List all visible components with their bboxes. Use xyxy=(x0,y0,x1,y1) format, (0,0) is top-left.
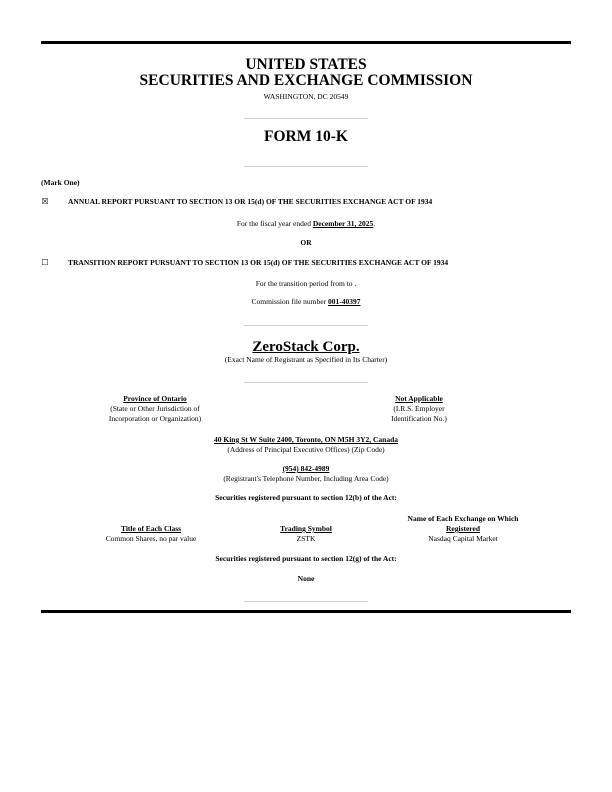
bottom-rule xyxy=(41,610,571,613)
address-line xyxy=(41,435,571,444)
registrant-name-text: ZeroStack Corp. xyxy=(252,339,360,355)
header-city: WASHINGTON, DC 20549 xyxy=(263,92,349,101)
annual-report-checkbox[interactable]: ☒ xyxy=(41,197,49,206)
commission-file-line xyxy=(41,297,571,306)
registrant-name xyxy=(41,338,571,356)
col-header-title-of-class xyxy=(96,524,206,534)
or-separator: OR xyxy=(300,238,312,247)
col-header-title-of-class-text: Title of Each Class xyxy=(120,524,182,533)
fiscal-year-suffix: . xyxy=(373,219,376,228)
fiscal-year-prefix: For the fiscal year ended xyxy=(236,219,313,228)
header-country: UNITED STATES xyxy=(245,56,367,73)
form-title: FORM 10-K xyxy=(264,128,348,145)
col-header-trading-symbol xyxy=(256,524,356,534)
commission-file-prefix: Commission file number xyxy=(251,297,328,306)
trading-symbol-value: ZSTK xyxy=(296,534,316,543)
separator-5 xyxy=(244,601,368,602)
col-header-trading-symbol-text: Trading Symbol xyxy=(280,524,332,533)
address-caption: (Address of Principal Executive Offices) (Zip Code) xyxy=(227,445,385,454)
separator-3 xyxy=(244,325,368,326)
irs-caption-1: (I.R.S. Employer xyxy=(393,404,445,413)
exchange-value: Nasdaq Capital Market xyxy=(428,534,498,543)
section-12g-heading: Securities registered pursuant to section 12(g) of the Act: xyxy=(215,554,397,563)
fiscal-year-date: December 31, 2025 xyxy=(312,219,374,228)
section-12g-value: None xyxy=(297,574,315,583)
fiscal-year-line xyxy=(41,219,571,228)
jurisdiction-caption-2: Incorporation or Organization) xyxy=(108,414,202,423)
irs-value: Not Applicable xyxy=(395,394,443,403)
jurisdiction-block xyxy=(90,394,220,424)
transition-report-label: TRANSITION REPORT PURSUANT TO SECTION 13 OR 15(d) OF THE SECURITIES EXCHANGE ACT OF 1934 xyxy=(68,258,449,267)
transition-report-checkbox[interactable]: ☐ xyxy=(41,258,49,267)
phone-caption: (Registrant's Telephone Number, Including Area Code) xyxy=(223,474,389,483)
separator-4 xyxy=(244,382,368,383)
jurisdiction-value: Province of Ontario xyxy=(123,394,187,403)
phone-value: (954) 842-4989 xyxy=(282,464,330,473)
top-rule xyxy=(41,41,571,44)
irs-block xyxy=(367,394,471,424)
mark-one-label: (Mark One) xyxy=(41,178,80,187)
section-12b-heading: Securities registered pursuant to section 12(b) of the Act: xyxy=(215,493,397,502)
header-agency: SECURITIES AND EXCHANGE COMMISSION xyxy=(139,72,473,89)
irs-caption-2: Identification No.) xyxy=(391,414,447,423)
col-header-exchange-line2: Registered xyxy=(445,524,481,533)
jurisdiction-caption-1: (State or Other Jurisdiction of xyxy=(110,404,200,413)
col-header-exchange-line1: Name of Each Exchange on Which xyxy=(407,514,519,523)
phone-line xyxy=(41,464,571,473)
separator-1 xyxy=(244,118,368,119)
annual-report-label: ANNUAL REPORT PURSUANT TO SECTION 13 OR 15(d) OF THE SECURITIES EXCHANGE ACT OF 1934 xyxy=(68,197,433,206)
commission-file-number: 001-40397 xyxy=(327,297,361,306)
transition-period-line: For the transition period from to . xyxy=(255,279,357,288)
separator-2 xyxy=(244,166,368,167)
address-value: 40 King St W Suite 2400, Toronto, ON M5H 3Y2, Canada xyxy=(214,435,398,444)
col-header-exchange xyxy=(385,514,541,534)
class-title-value: Common Shares, no par value xyxy=(105,534,197,543)
registrant-name-caption: (Exact Name of Registrant as Specified in Its Charter) xyxy=(224,355,388,364)
